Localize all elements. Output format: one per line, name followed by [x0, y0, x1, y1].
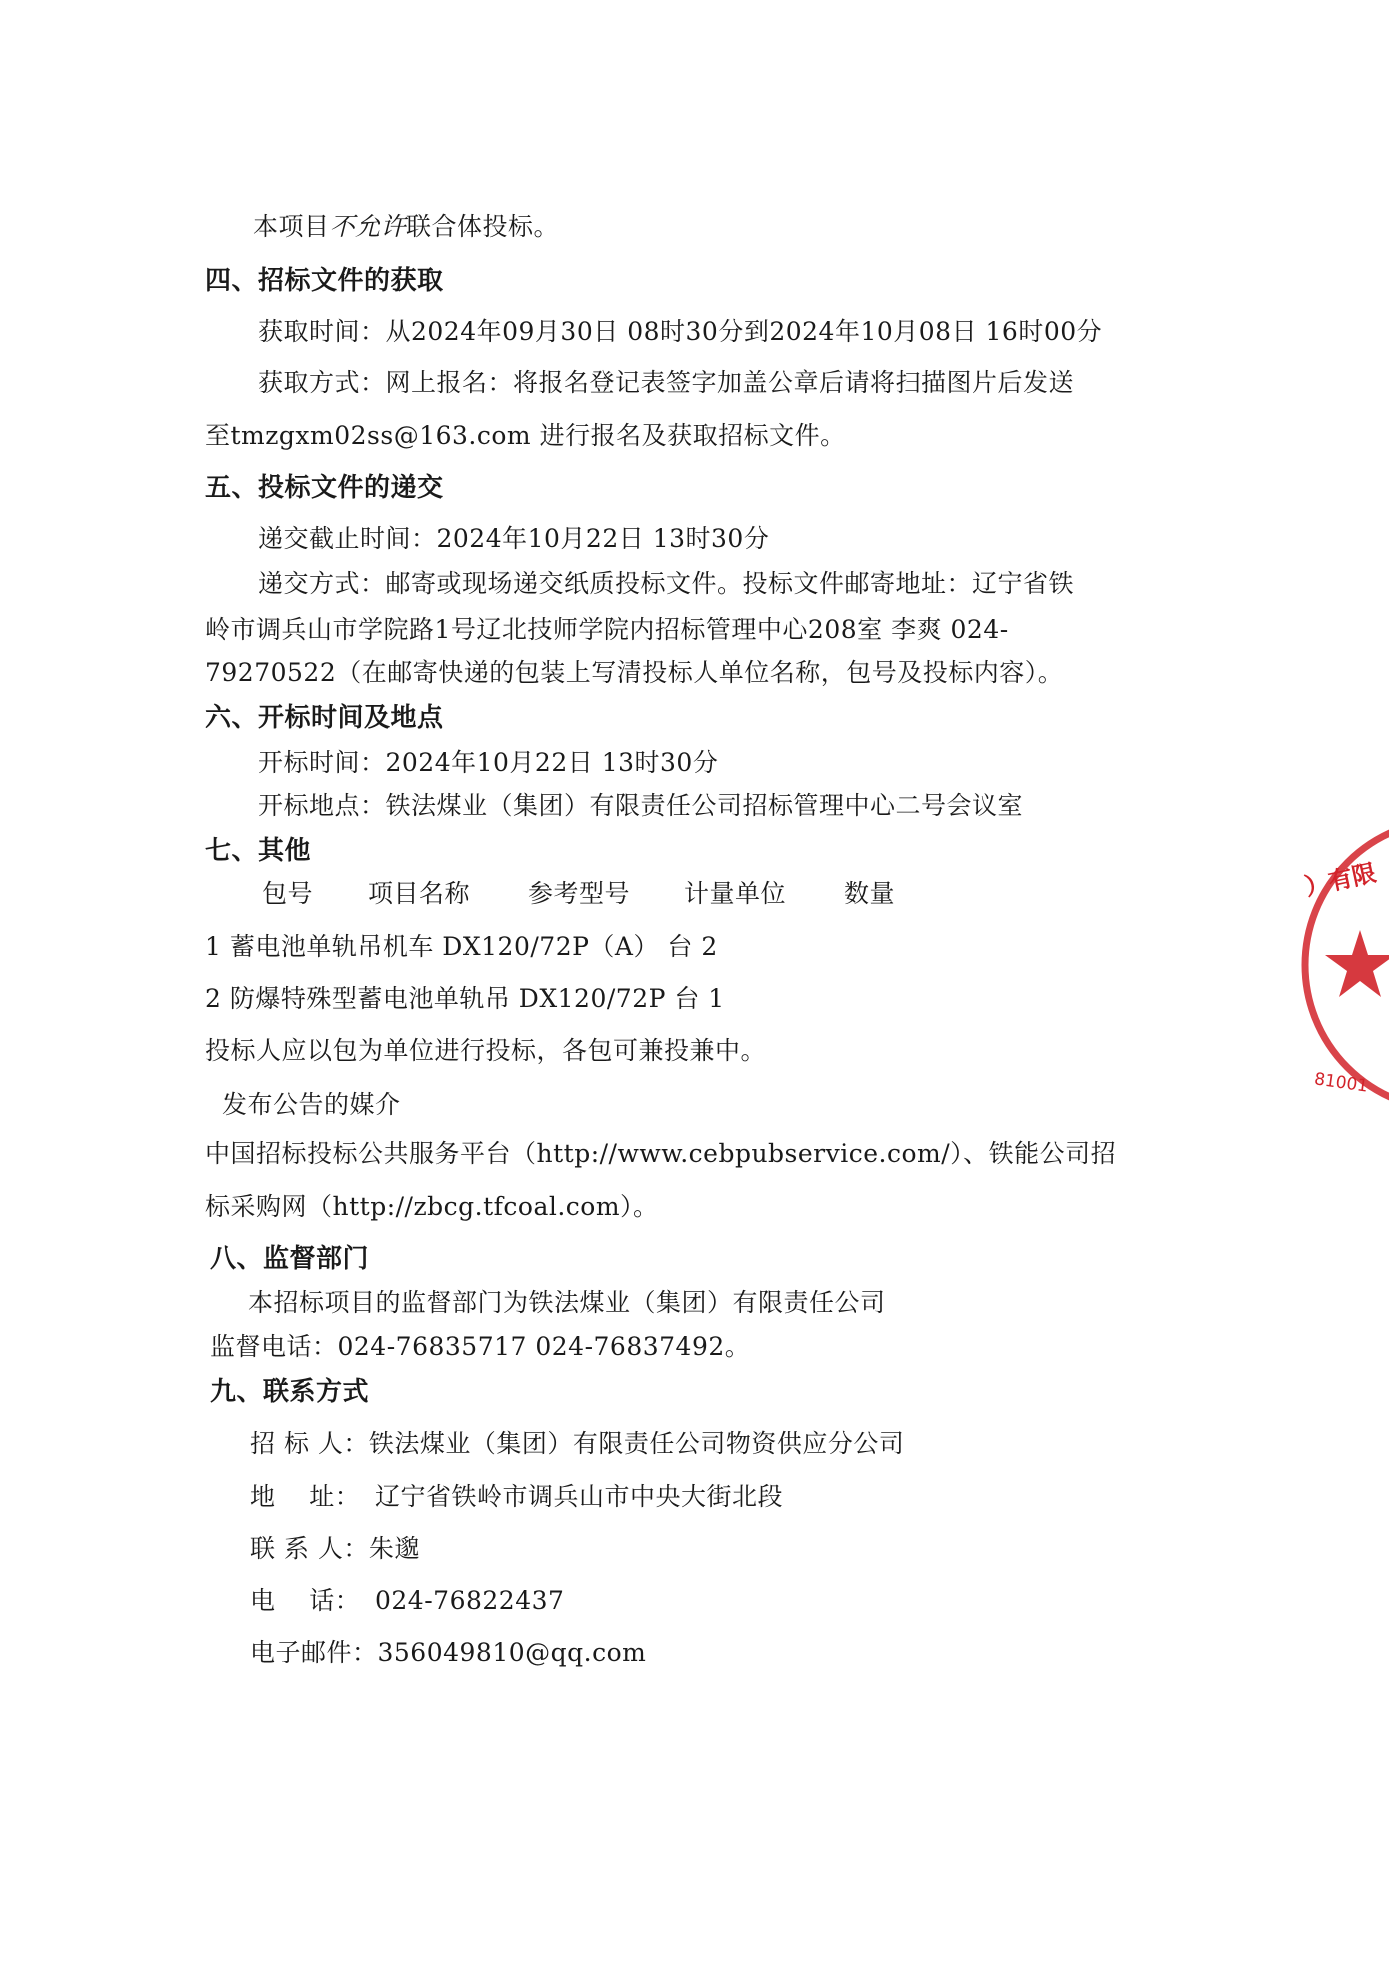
contact-person: 联 系 人：朱邈 [250, 1534, 420, 1563]
seal-number-text: 81001 [1312, 1069, 1370, 1097]
contact-phone-value: 024-76822437 [375, 1586, 565, 1615]
acquisition-method-line-1: 获取方式：网上报名：将报名登记表签字加盖公章后请将扫描图片后发送 [258, 368, 1075, 397]
contact-tenderer: 招 标 人：铁法煤业（集团）有限责任公司物资供应分公司 [250, 1429, 905, 1458]
section-8-heading: 八、监督部门 [210, 1244, 370, 1274]
submission-method-line-2: 岭市调兵山市学院路1号辽北技师学院内招标管理中心208室 李爽 024- [205, 615, 1009, 644]
supervision-phone: 监督电话：024-76835717 024-76837492。 [210, 1332, 751, 1361]
section-6-heading: 六、开标时间及地点 [205, 703, 444, 733]
package-row-1: 1 蓄电池单轨吊机车 DX120/72P（A） 台 2 [205, 932, 718, 961]
contact-phone [250, 1584, 564, 1618]
acquisition-method-line-2: 至tmzgxm02ss@163.com 进行报名及获取招标文件。 [205, 421, 846, 450]
submission-method-line-3: 79270522（在邮寄快递的包装上写清投标人单位名称，包号及投标内容）。 [205, 658, 1064, 687]
media-line-1: 中国招标投标公共服务平台（http://www.cebpubservice.com/）、铁能公司招 [205, 1139, 1117, 1168]
header-project-name: 项目名称 [368, 879, 471, 908]
supervision-dept: 本招标项目的监督部门为铁法煤业（集团）有限责任公司 [248, 1288, 886, 1317]
section-5-heading: 五、投标文件的递交 [205, 473, 444, 503]
header-package-no: 包号 [262, 879, 314, 908]
contact-address [250, 1480, 783, 1514]
opening-place: 开标地点：铁法煤业（集团）有限责任公司招标管理中心二号会议室 [258, 791, 1024, 820]
contact-phone-label: 电 话： [250, 1586, 361, 1615]
section-9-heading: 九、联系方式 [210, 1377, 370, 1407]
submission-method-line-1: 递交方式：邮寄或现场递交纸质投标文件。投标文件邮寄地址：辽宁省铁 [258, 569, 1075, 598]
seal-top-text: ）有限 [1302, 858, 1379, 902]
acquisition-time: 获取时间：从2024年09月30日 08时30分到2024年10月08日 16时00分 [258, 317, 1103, 346]
company-seal [1300, 815, 1389, 1115]
package-row-2: 2 防爆特殊型蓄电池单轨吊 DX120/72P 台 1 [205, 984, 725, 1013]
contact-address-label: 地 址： [250, 1482, 361, 1511]
contact-address-value: 辽宁省铁岭市调兵山市中央大街北段 [375, 1482, 784, 1511]
header-unit: 计量单位 [684, 879, 787, 908]
section-4-heading: 四、招标文件的获取 [205, 266, 444, 296]
joint-bid-paragraph [253, 210, 559, 244]
header-model: 参考型号 [528, 879, 631, 908]
media-heading: 发布公告的媒介 [222, 1090, 401, 1119]
media-line-2: 标采购网（http://zbcg.tfcoal.com）。 [205, 1192, 659, 1221]
joint-bid-text-pre: 本项目 [253, 212, 330, 241]
opening-time: 开标时间：2024年10月22日 13时30分 [258, 748, 719, 777]
package-table-header [262, 877, 895, 911]
bid-note: 投标人应以包为单位进行投标，各包可兼投兼中。 [205, 1036, 767, 1065]
section-7-heading: 七、其他 [205, 836, 312, 866]
contact-email: 电子邮件：356049810@qq.com [250, 1638, 647, 1667]
submission-deadline: 递交截止时间：2024年10月22日 13时30分 [258, 524, 770, 553]
header-quantity: 数量 [844, 879, 896, 908]
joint-bid-text-emphasis: 不允许 [329, 212, 407, 241]
joint-bid-text-post: 联合体投标。 [406, 212, 560, 241]
